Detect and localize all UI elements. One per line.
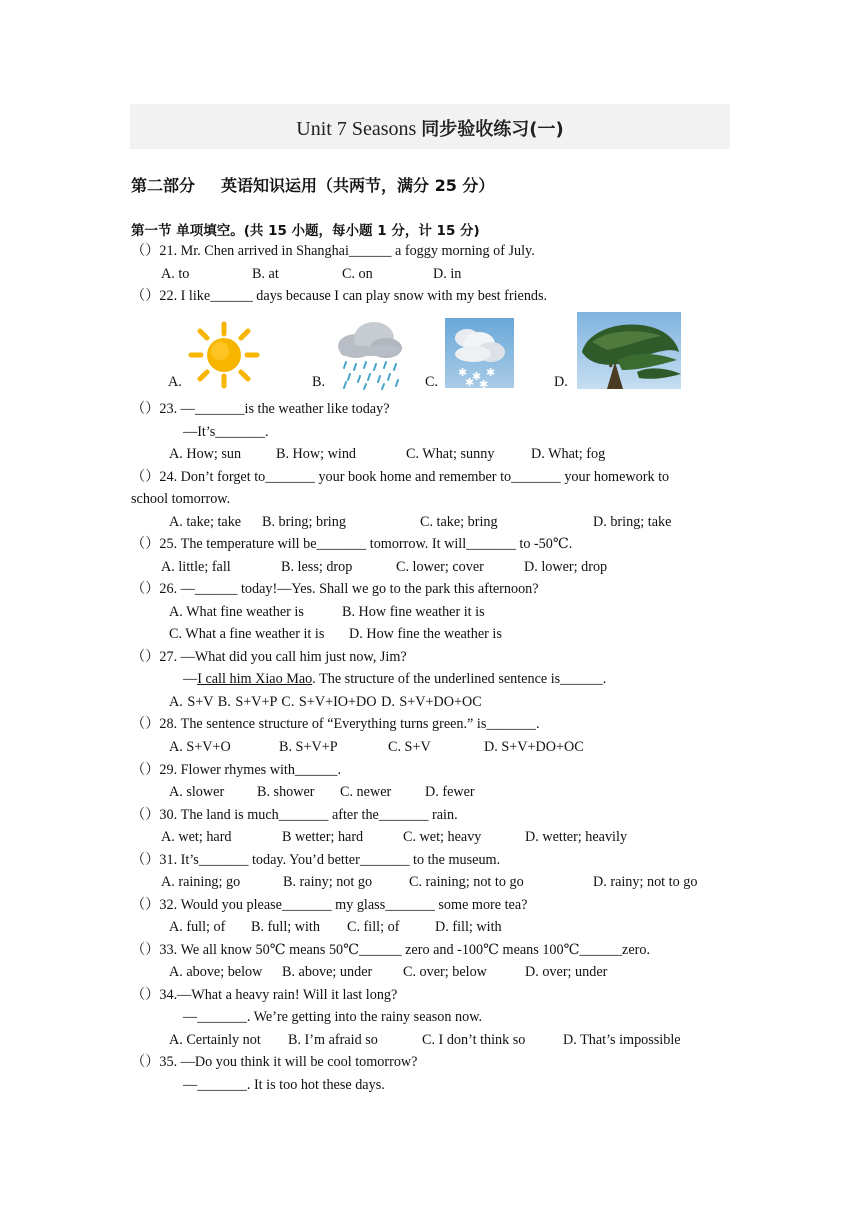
q26-option-b: B. How fine weather it is [342, 604, 485, 620]
q24-stem: （）24. Don’t forget to_______ your book home and remember to_______ your homework to [131, 469, 670, 485]
q32-option-d: D. fill; with [435, 919, 502, 935]
q25-option-a: A. little; fall [161, 559, 231, 575]
svg-text:✱: ✱ [479, 378, 489, 388]
q29-stem: （）29. Flower rhymes with______. [131, 762, 342, 778]
q27-reply: —I call him Xiao Mao. The structure of the underlined sentence is______. [183, 671, 607, 687]
q30-option-c: C. wet; heavy [403, 829, 482, 845]
underlined-sentence: I call him Xiao Mao [197, 671, 313, 687]
q23-option-b: B. How; wind [276, 446, 357, 462]
q28-stem: （）28. The sentence structure of “Everything turns green.” is_______. [131, 716, 540, 732]
q31-option-c: C. raining; not to go [409, 874, 524, 890]
q33-option-b: B. above; under [282, 964, 373, 980]
q33-option-a: A. above; below [169, 964, 263, 980]
page-title [130, 115, 730, 141]
q25-option-c: C. lower; cover [396, 559, 484, 575]
q31-stem: （）31. It’s_______ today. You’d better_______ to the museum. [131, 852, 501, 868]
q34-option-d: D. That’s impossible [563, 1032, 681, 1048]
part-text: 英语知识运用（共两节，满分 25 分） [221, 176, 495, 195]
q33-stem: （）33. We all know 50℃ means 50℃______ zero and -100℃ means 100℃______zero. [131, 942, 650, 958]
title-en: Unit 7 Seasons [296, 118, 417, 140]
sun-image [188, 321, 260, 394]
section-heading: 第一节 单项填空。(共 15 小题，每小题 1 分，计 15 分) [131, 223, 480, 239]
q32-option-b: B. full; with [251, 919, 320, 935]
q23-option-d: D. What; fog [531, 446, 606, 462]
q22-option-d: D. [554, 374, 568, 390]
q22-option-b: B. [312, 374, 326, 390]
q25-option-d: D. lower; drop [524, 559, 608, 575]
q26-stem: （）26. —______ today!—Yes. Shall we go to the park this afternoon? [131, 581, 539, 597]
part-heading [131, 173, 494, 196]
svg-text:✱: ✱ [458, 366, 468, 379]
q24-option-d: D. bring; take [593, 514, 672, 530]
q29-option-c: C. newer [340, 784, 392, 800]
svg-text:✱: ✱ [465, 376, 475, 388]
q31-option-b: B. rainy; not go [283, 874, 373, 890]
q33-option-d: D. over; under [525, 964, 608, 980]
q29-option-d: D. fewer [425, 784, 475, 800]
q29-option-a: A. slower [169, 784, 225, 800]
q35-reply: —_______. It is too hot these days. [183, 1077, 385, 1093]
q21-option-b: B. at [252, 266, 279, 282]
q32-option-c: C. fill; of [347, 919, 400, 935]
svg-text:✱: ✱ [472, 370, 482, 383]
q22-option-a: A. [168, 374, 182, 390]
q24-stem-continued: school tomorrow. [131, 491, 231, 507]
q24-option-b: B. bring; bring [262, 514, 346, 530]
part-label: 第二部分 [131, 176, 196, 195]
title-cn: 同步验收练习(一) [421, 119, 564, 140]
q23-reply: —It’s_______. [183, 424, 269, 440]
windy-tree-image [577, 312, 681, 394]
q21-option-a: A. to [161, 266, 190, 282]
q24-option-c: C. take; bring [420, 514, 498, 530]
q22-option-c: C. [425, 374, 439, 390]
q32-option-a: A. full; of [169, 919, 226, 935]
q35-stem: （）35. —Do you think it will be cool tomorrow? [131, 1054, 418, 1070]
q34-option-c: C. I don’t think so [422, 1032, 526, 1048]
q30-option-b: B wetter; hard [282, 829, 364, 845]
q28-option-a: A. S+V+O [169, 739, 231, 755]
q29-option-b: B. shower [257, 784, 315, 800]
q30-option-d: D. wetter; heavily [525, 829, 628, 845]
q28-option-c: C. S+V [388, 739, 431, 755]
q28-option-b: B. S+V+P [279, 739, 338, 755]
q24-option-a: A. take; take [169, 514, 242, 530]
q30-stem: （）30. The land is much_______ after the_______ rain. [131, 807, 458, 823]
q31-option-a: A. raining; go [161, 874, 241, 890]
q27-options: A. S+V B. S+V+P C. S+V+IO+DO D. S+V+DO+OC [169, 694, 482, 710]
q31-option-d: D. rainy; not to go [593, 874, 698, 890]
q32-stem: （）32. Would you please_______ my glass_______ some more tea? [131, 897, 528, 913]
q21-option-c: C. on [342, 266, 373, 282]
q23-option-a: A. How; sun [169, 446, 242, 462]
q27-stem: （）27. —What did you call him just now, Jim? [131, 649, 407, 665]
q25-option-b: B. less; drop [281, 559, 353, 575]
snow-cloud-image [445, 318, 514, 393]
q23-option-c: C. What; sunny [406, 446, 495, 462]
q34-option-a: A. Certainly not [169, 1032, 261, 1048]
q23-stem: （）23. —_______is the weather like today? [131, 401, 390, 417]
q34-reply: —_______. We’re getting into the rainy season now. [183, 1009, 483, 1025]
q21-option-d: D. in [433, 266, 462, 282]
rain-cloud-image [332, 318, 404, 395]
q34-option-b: B. I’m afraid so [288, 1032, 378, 1048]
q33-option-c: C. over; below [403, 964, 487, 980]
q21-stem: （）21. Mr. Chen arrived in Shanghai______ a foggy morning of July. [131, 243, 535, 259]
q26-option-c: C. What a fine weather it is [169, 626, 325, 642]
q22-stem: （）22. I like______ days because I can play snow with my best friends. [131, 288, 548, 304]
q26-option-a: A. What fine weather is [169, 604, 304, 620]
svg-text:✱: ✱ [486, 366, 496, 379]
q26-option-d: D. How fine the weather is [349, 626, 502, 642]
q30-option-a: A. wet; hard [161, 829, 232, 845]
q25-stem: （）25. The temperature will be_______ tomorrow. It will_______ to -50℃. [131, 536, 573, 552]
q28-option-d: D. S+V+DO+OC [484, 739, 584, 755]
q34-stem: （）34.—What a heavy rain! Will it last long? [131, 987, 398, 1003]
